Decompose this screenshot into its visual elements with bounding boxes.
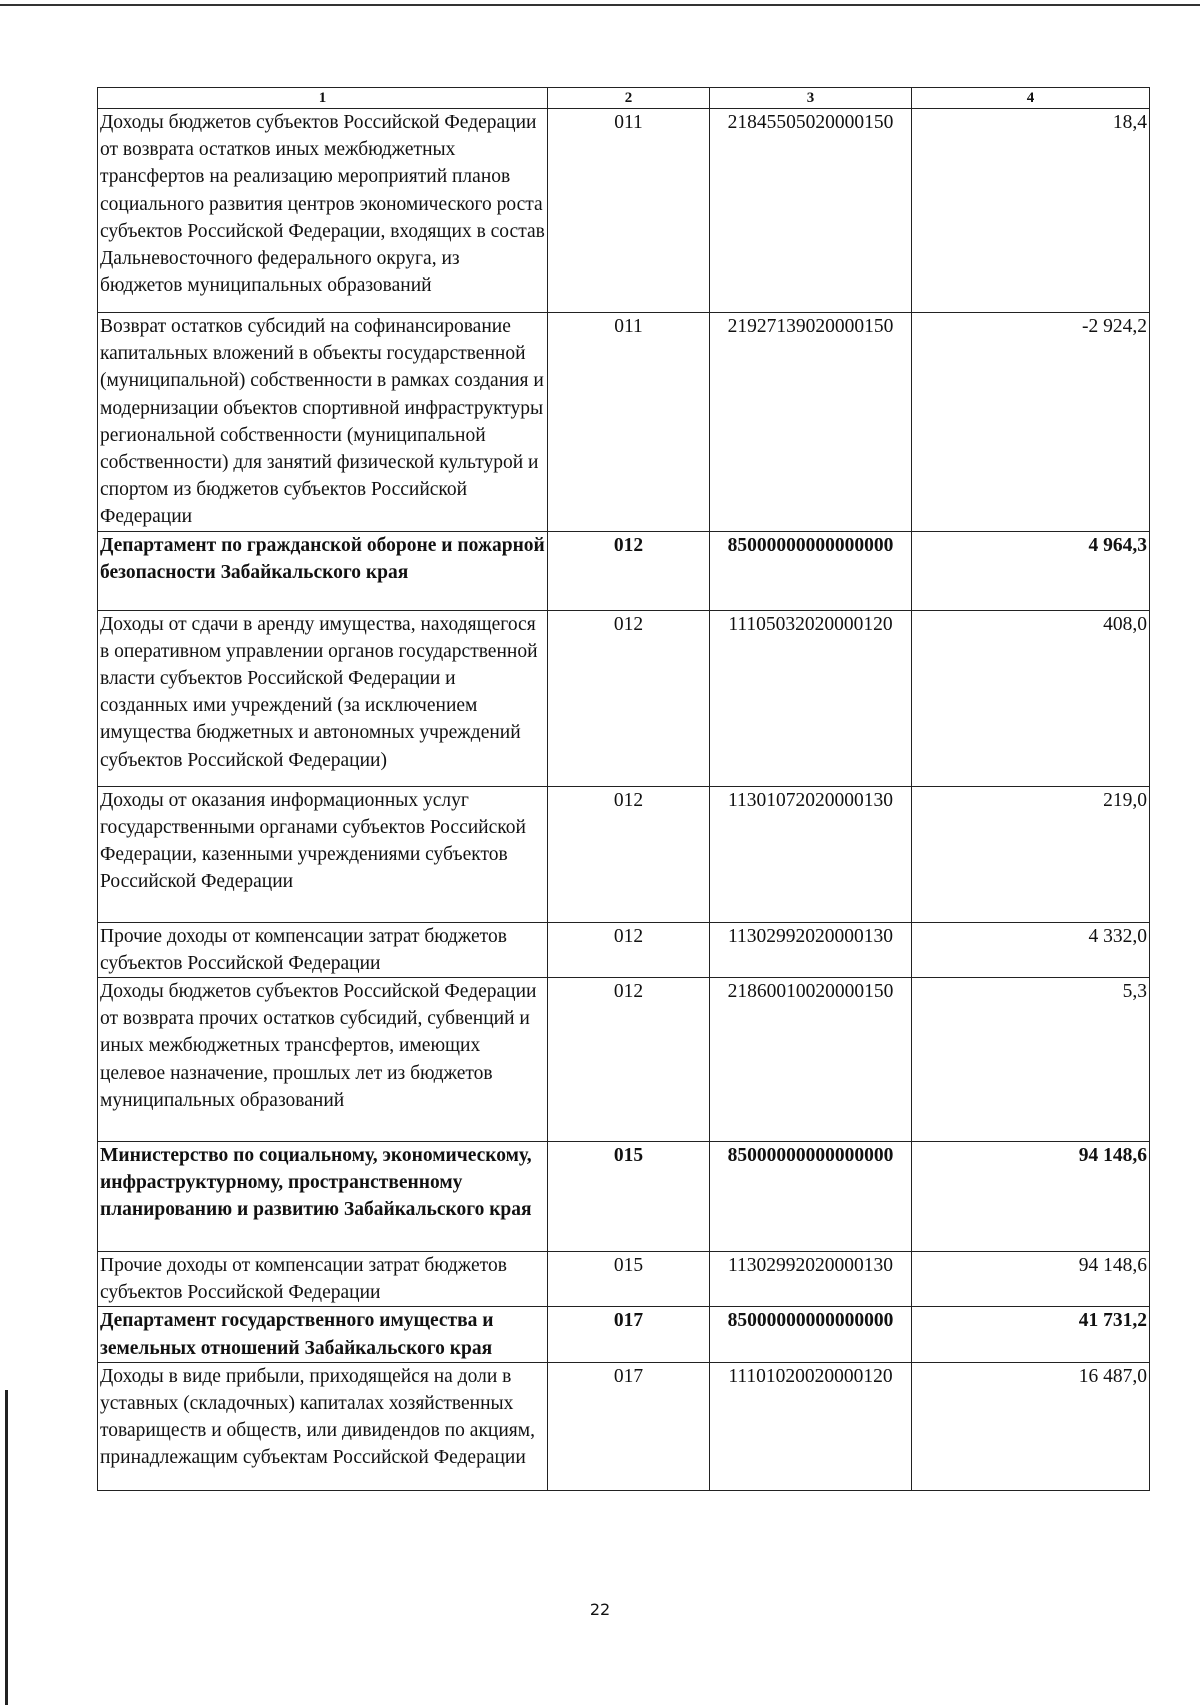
- row-name: Прочие доходы от компенсации затрат бюджетов субъектов Российской Федерации: [98, 922, 548, 977]
- row-admin-code: 017: [548, 1307, 710, 1362]
- row-name: Департамент государственного имущества и земельных отношений Забайкальского края: [98, 1307, 548, 1362]
- row-revenue-code: 85000000000000000: [710, 531, 912, 610]
- row-admin-code: 015: [548, 1142, 710, 1252]
- row-amount: -2 924,2: [912, 313, 1150, 532]
- row-revenue-code: 11302992020000130: [710, 922, 912, 977]
- row-revenue-code: 11105032020000120: [710, 610, 912, 786]
- row-revenue-code: 11101020020000120: [710, 1362, 912, 1490]
- row-admin-code: 011: [548, 313, 710, 532]
- header-col-2: 2: [548, 88, 710, 109]
- row-admin-code: 012: [548, 610, 710, 786]
- row-name: Доходы в виде прибыли, приходящейся на доли в уставных (складочных) капиталах хозяйственных товариществ и обществ, или дивидендов по акциям, принадлежащим субъектам Российской Федерации: [98, 1362, 548, 1490]
- table-row: [98, 109, 1150, 313]
- revenue-table: [97, 87, 1150, 1491]
- row-name: Возврат остатков субсидий на софинансирование капитальных вложений в объекты государственной (муниципальной) собственности в рамках создания и модернизации объектов спортивной инфраструктуры региональной собственности (муниципальной собственности) для занятий физической культурой и спортом из бюджетов субъектов Российской Федерации: [98, 313, 548, 532]
- row-amount: 94 148,6: [912, 1142, 1150, 1252]
- row-name: Доходы бюджетов субъектов Российской Федерации от возврата остатков иных межбюджетных трансфертов на реализацию мероприятий планов социального развития центров экономического роста субъектов Российской Федерации, входящих в состав Дальневосточного федерального округа, из бюджетов муниципальных образований: [98, 109, 548, 313]
- row-name: Прочие доходы от компенсации затрат бюджетов субъектов Российской Федерации: [98, 1252, 548, 1307]
- page-number: 22: [589, 1600, 611, 1619]
- top-scan-rule: [0, 4, 1200, 6]
- table-row: [98, 531, 1150, 610]
- table-row: [98, 1252, 1150, 1307]
- row-revenue-code: 85000000000000000: [710, 1307, 912, 1362]
- row-name: Доходы от оказания информационных услуг государственными органами субъектов Российской Федерации, казенными учреждениями субъектов Российской Федерации: [98, 786, 548, 922]
- row-revenue-code: 85000000000000000: [710, 1142, 912, 1252]
- row-admin-code: 012: [548, 531, 710, 610]
- row-amount: 4 964,3: [912, 531, 1150, 610]
- row-amount: 41 731,2: [912, 1307, 1150, 1362]
- row-name: Доходы от сдачи в аренду имущества, находящегося в оперативном управлении органов государственной власти субъектов Российской Федерации и созданных ими учреждений (за исключением имущества бюджетных и автономных учреждений субъектов Российской Федерации): [98, 610, 548, 786]
- row-amount: 5,3: [912, 978, 1150, 1142]
- row-amount: 18,4: [912, 109, 1150, 313]
- table-row: [98, 610, 1150, 786]
- row-name: Доходы бюджетов субъектов Российской Федерации от возврата прочих остатков субсидий, субвенций и иных межбюджетных трансфертов, имеющих целевое назначение, прошлых лет из бюджетов муниципальных образований: [98, 978, 548, 1142]
- row-amount: 219,0: [912, 786, 1150, 922]
- row-admin-code: 012: [548, 786, 710, 922]
- left-scan-rule: [5, 1390, 8, 1705]
- row-revenue-code: 21845505020000150: [710, 109, 912, 313]
- row-admin-code: 012: [548, 978, 710, 1142]
- row-revenue-code: 11301072020000130: [710, 786, 912, 922]
- table-row: [98, 1362, 1150, 1490]
- header-col-4: 4: [912, 88, 1150, 109]
- header-col-3: 3: [710, 88, 912, 109]
- row-amount: 4 332,0: [912, 922, 1150, 977]
- row-admin-code: 015: [548, 1252, 710, 1307]
- row-amount: 94 148,6: [912, 1252, 1150, 1307]
- row-admin-code: 017: [548, 1362, 710, 1490]
- table-row: [98, 313, 1150, 532]
- table-row: [98, 1307, 1150, 1362]
- table-row: [98, 1142, 1150, 1252]
- row-name: Департамент по гражданской обороне и пожарной безопасности Забайкальского края: [98, 531, 548, 610]
- row-revenue-code: 11302992020000130: [710, 1252, 912, 1307]
- row-admin-code: 012: [548, 922, 710, 977]
- row-admin-code: 011: [548, 109, 710, 313]
- table-row: [98, 978, 1150, 1142]
- table-header-row: [98, 88, 1150, 109]
- row-amount: 16 487,0: [912, 1362, 1150, 1490]
- header-col-1: 1: [98, 88, 548, 109]
- table-row: [98, 922, 1150, 977]
- row-amount: 408,0: [912, 610, 1150, 786]
- row-revenue-code: 21927139020000150: [710, 313, 912, 532]
- row-name: Министерство по социальному, экономическому, инфраструктурному, пространственному планированию и развитию Забайкальского края: [98, 1142, 548, 1252]
- row-revenue-code: 21860010020000150: [710, 978, 912, 1142]
- table-row: [98, 786, 1150, 922]
